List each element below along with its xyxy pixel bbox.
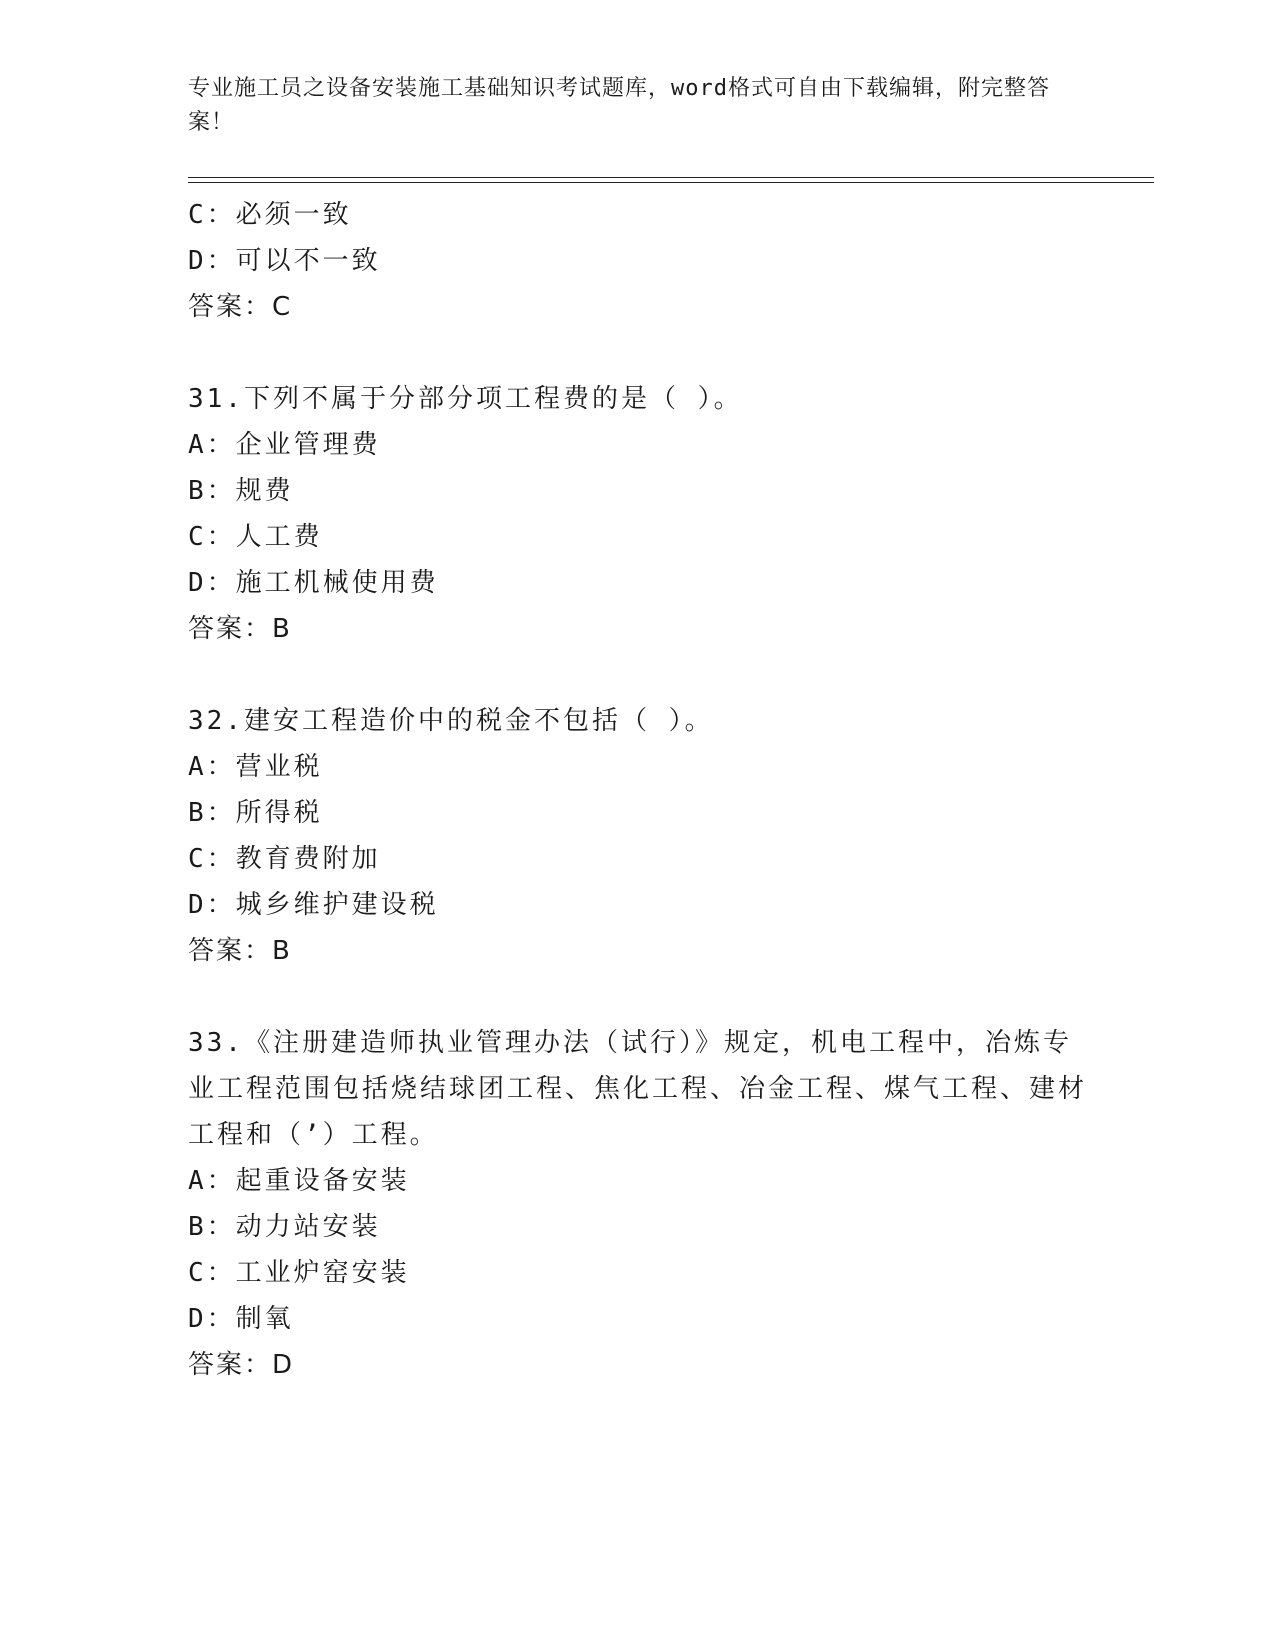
option-d: D：制氧 xyxy=(188,1304,294,1334)
option-d: D：施工机械使用费 xyxy=(188,568,439,598)
option-b: B：所得税 xyxy=(188,798,323,828)
question-title: 31.下列不属于分部分项工程费的是（ ）。 xyxy=(188,384,743,414)
option-d: D：可以不一致 xyxy=(188,246,381,276)
document-header: 专业施工员之设备安装施工基础知识考试题库，word格式可自由下载编辑，附完整答案！ xyxy=(188,76,1050,135)
option-b: B：规费 xyxy=(188,476,294,506)
option-c: C：必须一致 xyxy=(188,200,352,230)
option-c: C：工业炉窑安装 xyxy=(188,1258,410,1288)
option-a: A：营业税 xyxy=(188,752,323,782)
question-title: 32.建安工程造价中的税金不包括（ ）。 xyxy=(188,706,714,736)
option-d: D：城乡维护建设税 xyxy=(188,890,439,920)
header-divider-bottom xyxy=(188,182,1154,183)
header-divider-top xyxy=(188,177,1154,178)
question-title: 33.《注册建造师执业管理办法（试行）》规定，机电工程中，冶炼专业工程范围包括烧结球团工程、焦化工程、冶金工程、煤气工程、建材工程和（’）工程。 xyxy=(188,1028,1088,1150)
option-a: A：起重设备安装 xyxy=(188,1166,410,1196)
option-c: C：人工费 xyxy=(188,522,323,552)
question-block-prev xyxy=(188,192,1088,330)
option-c: C：教育费附加 xyxy=(188,844,381,874)
question-list xyxy=(188,192,1088,1434)
answer-line: 答案：B xyxy=(188,936,292,966)
question-block-33 xyxy=(188,1020,1088,1388)
answer-line: 答案：C xyxy=(188,292,293,322)
answer-line: 答案：D xyxy=(188,1350,295,1380)
option-a: A：企业管理费 xyxy=(188,430,381,460)
question-block-31 xyxy=(188,376,1088,652)
answer-line: 答案：B xyxy=(188,614,292,644)
option-b: B：动力站安装 xyxy=(188,1212,381,1242)
question-block-32 xyxy=(188,698,1088,974)
